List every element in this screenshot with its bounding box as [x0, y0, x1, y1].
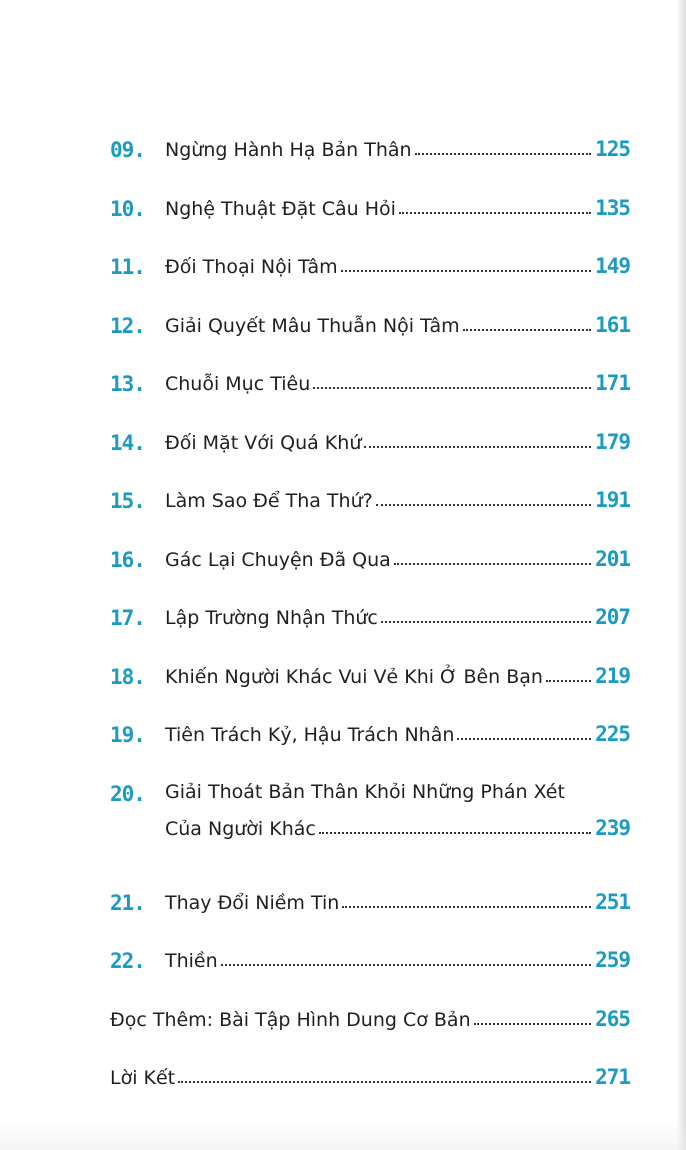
section-title: Lời Kết — [110, 1067, 176, 1089]
chapter-number: 12. — [110, 313, 145, 338]
page-number: 251 — [595, 889, 630, 914]
toc-entry-20[interactable] — [110, 776, 630, 885]
chapter-title-line2: Của Người Khác — [165, 817, 316, 840]
page-number: 259 — [595, 948, 630, 972]
chapter-title: Nghệ Thuật Đặt Câu Hỏi — [165, 197, 396, 220]
page-number: 225 — [595, 722, 630, 746]
toc-entry-16[interactable] — [110, 542, 630, 601]
page-number: 149 — [595, 254, 630, 278]
table-of-contents — [110, 132, 630, 1119]
dot-leader — [394, 563, 591, 565]
toc-entry-13[interactable] — [110, 366, 630, 425]
toc-entry-11[interactable] — [110, 249, 630, 308]
chapter-title: Gác Lại Chuyện Đã Qua — [165, 548, 391, 571]
toc-entry-17[interactable] — [110, 600, 630, 659]
chapter-number: 15. — [110, 489, 145, 513]
page-number: 191 — [595, 488, 630, 512]
chapter-number: 11. — [110, 255, 145, 279]
chapter-title: Giải Quyết Mâu Thuẫn Nội Tâm — [165, 314, 460, 337]
dot-leader — [474, 1023, 591, 1025]
chapter-number: 19. — [110, 723, 145, 747]
chapter-title: Lập Trường Nhận Thức — [165, 607, 378, 629]
page-number: 161 — [595, 312, 630, 337]
toc-line — [165, 816, 630, 840]
toc-entry-18[interactable] — [110, 659, 630, 718]
page-number: 201 — [595, 546, 630, 571]
dot-leader — [457, 738, 591, 740]
page-number: 219 — [595, 663, 630, 688]
dot-leader — [415, 153, 591, 155]
chapter-title-line1: Giải Thoát Bản Thân Khỏi Những Phán Xét — [165, 780, 565, 803]
dot-leader — [463, 329, 591, 331]
chapter-title: Ngừng Hành Hạ Bản Thân — [165, 139, 412, 161]
dot-leader — [319, 832, 591, 834]
chapter-title: Chuỗi Mục Tiêu — [165, 373, 311, 395]
toc-line — [165, 547, 630, 571]
toc-entry-12[interactable] — [110, 308, 630, 367]
toc-line — [165, 664, 630, 688]
toc-line — [165, 722, 630, 746]
toc-line — [165, 196, 630, 220]
chapter-title: Làm Sao Để Tha Thứ? — [165, 490, 373, 512]
toc-line — [165, 488, 630, 512]
chapter-number: 13. — [110, 372, 145, 396]
dot-leader — [341, 270, 591, 272]
toc-line — [165, 890, 630, 914]
chapter-title: Đối Thoại Nội Tâm — [165, 256, 338, 278]
chapter-title: Thay Đổi Niềm Tin — [165, 891, 340, 914]
toc-line — [165, 313, 630, 337]
toc-line — [110, 1007, 630, 1031]
toc-entry-21[interactable] — [110, 885, 630, 944]
toc-entry-14[interactable] — [110, 425, 630, 484]
chapter-title: Khiến Người Khác Vui Vẻ Khi Ở Bên Bạn — [165, 665, 543, 688]
page-number: 179 — [595, 429, 630, 454]
chapter-number: 16. — [110, 547, 145, 572]
toc-line — [110, 1065, 630, 1089]
chapter-number: 20. — [110, 781, 145, 806]
chapter-number: 10. — [110, 196, 145, 221]
toc-line — [165, 948, 630, 972]
dot-leader — [376, 504, 591, 506]
toc-entry-15[interactable] — [110, 483, 630, 542]
toc-entry-further-reading[interactable] — [110, 1002, 630, 1061]
dot-leader — [546, 680, 591, 682]
chapter-number: 21. — [110, 890, 145, 915]
dot-leader — [399, 212, 591, 214]
dot-leader — [178, 1081, 591, 1083]
chapter-title: Đối Mặt Với Quá Khứ — [165, 431, 362, 454]
chapter-number: 09. — [110, 138, 145, 162]
dot-leader — [381, 621, 591, 623]
toc-line — [165, 254, 630, 278]
toc-entry-22[interactable] — [110, 943, 630, 1002]
toc-line — [165, 605, 630, 629]
chapter-title: Tiên Trách Kỷ, Hậu Trách Nhân — [165, 724, 455, 746]
toc-line — [165, 371, 630, 395]
page-number: 271 — [595, 1065, 630, 1089]
toc-entry-10[interactable] — [110, 191, 630, 250]
dot-leader — [342, 906, 591, 908]
toc-entry-09[interactable] — [110, 132, 630, 191]
page-number: 265 — [595, 1006, 630, 1031]
toc-entry-19[interactable] — [110, 717, 630, 776]
chapter-number: 14. — [110, 430, 145, 455]
dot-leader — [364, 446, 591, 448]
dot-leader — [313, 387, 591, 389]
dot-leader — [221, 964, 591, 966]
page-number: 207 — [595, 605, 630, 629]
page-bottom-shade — [0, 1120, 686, 1150]
page-edge-shadow — [676, 0, 686, 1150]
page-number: 171 — [595, 371, 630, 395]
page-number: 135 — [595, 195, 630, 220]
toc-line — [165, 137, 630, 161]
page-number: 125 — [595, 137, 630, 161]
section-title: Đọc Thêm: Bài Tập Hình Dung Cơ Bản — [110, 1008, 471, 1031]
page-number: 239 — [595, 815, 630, 840]
chapter-title: Thiền — [165, 950, 218, 972]
toc-entry-epilogue[interactable] — [110, 1060, 630, 1119]
chapter-number: 22. — [110, 949, 145, 973]
toc-line — [165, 430, 630, 454]
chapter-number: 18. — [110, 664, 145, 689]
chapter-number: 17. — [110, 606, 145, 630]
